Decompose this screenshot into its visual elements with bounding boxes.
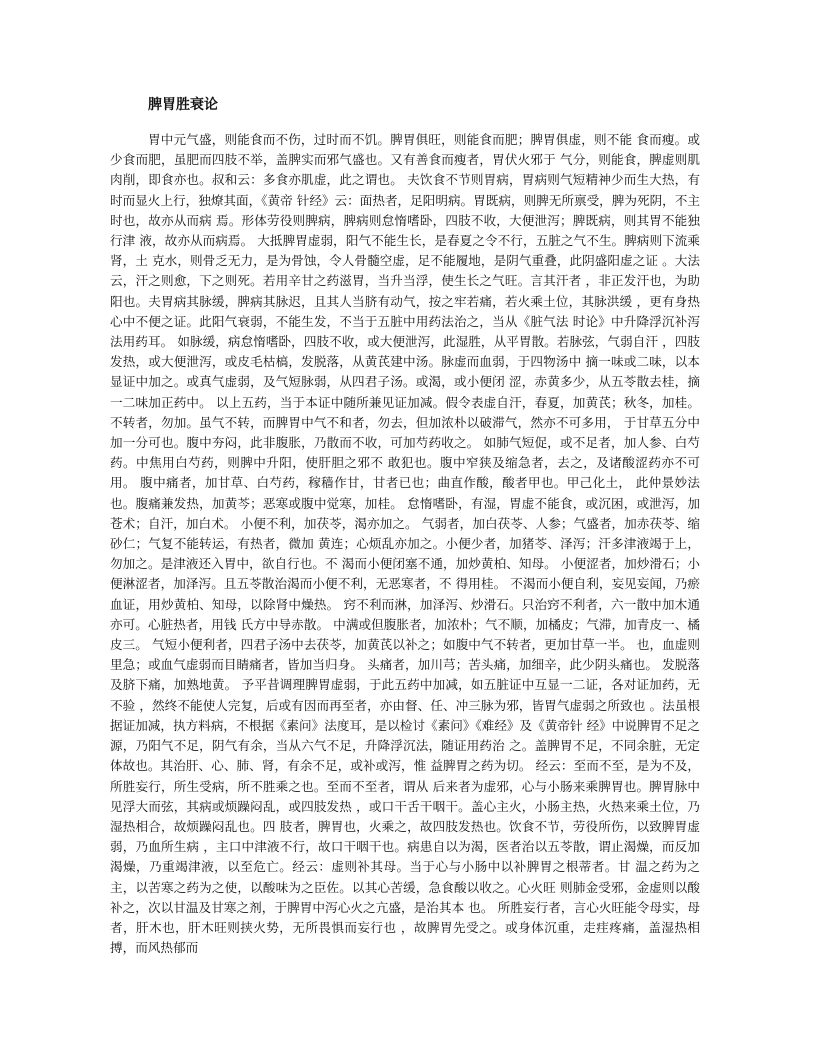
document-title: 脾胃胜衰论 xyxy=(148,97,218,113)
document-body: 胃中元气盛，则能食而不伤，过时而不饥。脾胃俱旺，则能食而肥；脾胃俱虚，则不能 食而瘦。或少食而肥，虽肥而四肢不举，盖脾实而邪气盛也。又有善食而瘦者，胃伏火邪于 气分，则能食，脾虚则肌肉削，即食亦也。叔和云：多食亦肌虚，此之谓也。 夫饮食不节则胃病，胃病则气短精神少而生大热，有时而显火上行，独燎其面，《黄帝 针经》云：面热者，足阳明病。胃既病，则脾无所禀受，脾为死阴，不主时也，故亦从而病 焉。形体劳役则脾病，脾病则怠惰嗜卧，四肢不收，大便泄泻；脾既病，则其胃不能独行津 液，故亦从而病焉。 大抵脾胃虚弱，阳气不能生长，是春夏之令不行，五脏之气不生。脾病则下流乘肾，土 克水，则骨乏无力，是为骨蚀，令人骨髓空虚，足不能履地，是阴气重叠，此阴盛阳虚之证 。大法云，汗之则愈，下之则死。若用辛甘之药滋胃，当升当浮，使生长之气旺。言其汗者 ，非正发汗也，为助阳也。夫胃病其脉缓，脾病其脉迟，且其人当脐有动气，按之牢若痛，若火乘土位，其脉洪缓 ，更有身热心中不便之证。此阳气衰弱，不能生发，不当于五脏中用药法治之，当从《脏气法 时论》中升降浮沉补泻法用药耳。 如脉缓，病怠惰嗜卧，四肢不收，或大便泄泻，此湿胜，从平胃散。若脉弦，气弱自汗 ，四肢发热，或大便泄泻，或皮毛枯槁，发脱落，从黄芪建中汤。脉虚而血弱，于四物汤中 摘一味或二味，以本显证中加之。或真气虚弱，及气短脉弱，从四君子汤。或渴，或小便闭 涩，赤黄多少，从五苓散去桂，摘一二味加正药中。 以上五药，当于本证中随所兼见证加减。假令表虚自汗，春夏，加黄芪；秋冬，加桂。 不转者，勿加。虽气不转，而脾胃中气不和者，勿去，但加浓朴以破滞气，然亦不可多用， 于甘草五分中加一分可也。腹中夯闷，此非腹胀，乃散而不收，可加芍药收之。 如肺气短促，或不足者，加人参、白芍药。中焦用白芍药，则脾中升阳，使肝胆之邪不 敢犯也。腹中窄狭及缩急者，去之，及诸酸涩药亦不可用。 腹中痛者，加甘草、白芍药，稼穑作甘，甘者已也；曲直作酸，酸者甲也。甲己化土， 此仲景妙法也。腹痛兼发热，加黄芩；恶寒或腹中觉寒，加桂。 怠惰嗜卧，有湿，胃虚不能食，或沉困，或泄泻，加苍术；自汗，加白术。 小便不利，加茯苓，渴亦加之。 气弱者，加白茯苓、人参；气盛者，加赤茯苓、缩砂仁；气复不能转运，有热者，微加 黄连；心烦乱亦加之。小便少者，加猪苓、泽泻；汗多津液竭于上，勿加之。是津液还入胃中，欲自行也。不 渴而小便闭塞不通，加炒黄柏、知母。 小便涩者，加炒滑石；小便淋涩者，加泽泻。且五苓散治渴而小便不利，无恶寒者，不 得用桂。 不渴而小便自利，妄见妄闻，乃瘀血证，用炒黄柏、知母，以除肾中燥热。 窍不利而淋，加泽泻、炒滑石。只治窍不利者，六一散中加木通亦可。心脏热者，用钱 氏方中导赤散。 中满或但腹胀者，加浓朴；气不顺，加橘皮；气滞，加青皮一、橘皮三。 气短小便利者，四君子汤中去茯苓，加黄芪以补之；如腹中气不转者，更加甘草一半。 也，血虚则里急；或血气虚弱而目睛痛者，皆加当归身。 头痛者，加川芎；苦头痛，加细辛，此少阴头痛也。 发脱落及脐下痛，加熟地黄。 予平昔调理脾胃虚弱，于此五药中加减，如五脏证中互显一二证，各对证加药，无不验 ，然终不能使人完复，后或有因而再至者，亦由督、任、冲三脉为邪，皆胃气虚弱之所致也 。法虽根据证加减，执方料病，不根据《素问》法度耳，是以检讨《素问》《难经》及《黄帝针 经》中说脾胃不足之源，乃阳气不足，阴气有余，当从六气不足，升降浮沉法，随证用药治 之。盖脾胃不足，不同余脏，无定体故也。其治肝、心、肺、肾，有余不足，或补或泻，惟 益脾胃之药为切。 经云：至而不至，是为不及，所胜妄行，所生受病，所不胜乘之也。至而不至者，谓从 后来者为虚邪，心与小肠来乘脾胃也。脾胃脉中见浮大而弦，其病或烦躁闷乱，或四肢发热 ，或口干舌干咽干。盖心主火，小肠主热，火热来乘土位，乃湿热相合，故烦躁闷乱也。四 肢者，脾胃也，火乘之，故四肢发热也。饮食不节，劳役所伤，以致脾胃虚弱，乃血所生病 ，主口中津液不行，故口干咽干也。病患自以为渴，医者治以五苓散，谓止渴燥，而反加 渴燥，乃重竭津液，以至危亡。经云：虚则补其母。当于心与小肠中以补脾胃之根蒂者。甘 温之药为之主，以苦寒之药为之使，以酸味为之臣佐。以其心苦缓，急食酸以收之。心火旺 则肺金受邪，金虚则以酸补之，次以甘温及甘寒之剂，于脾胃中泻心火之亢盛，是治其本 也。 所胜妄行者，言心火旺能令母实，母者，肝木也，肝木旺则挟火势，无所畏惧而妄行也 ，故脾胃先受之。或身体沉重，走疰疼痛，盖湿热相搏，而风热郁而 xyxy=(110,132,700,956)
